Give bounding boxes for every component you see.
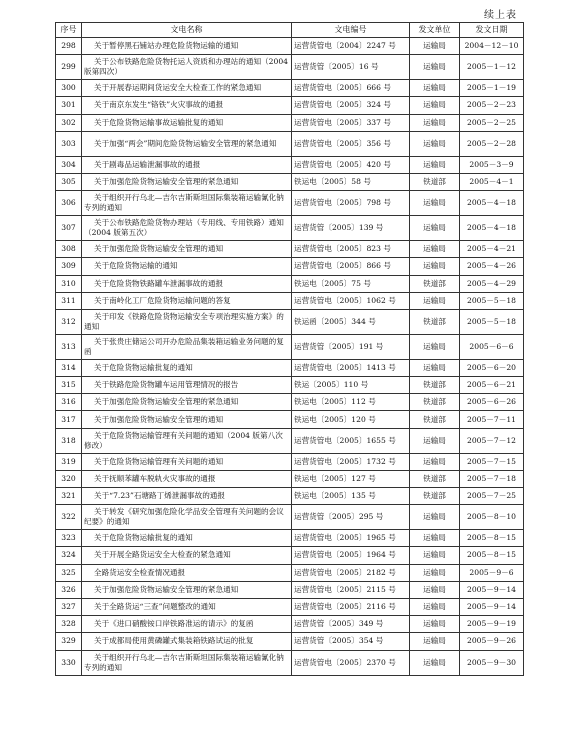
document-table (55, 22, 524, 676)
row-number: 305 (56, 173, 82, 190)
document-title: 关于加强危险货物运输安全管理的紧急通知 (82, 581, 292, 598)
document-title: 关于加强危险货物运输安全管理的通知 (82, 241, 292, 258)
document-code: 运营货管电〔2005〕1655 号 (292, 428, 410, 453)
row-number: 299 (56, 55, 82, 80)
row-number: 298 (56, 38, 82, 55)
issuing-unit: 铁道部 (410, 377, 460, 394)
issuing-unit: 运输局 (410, 633, 460, 650)
row-number: 329 (56, 633, 82, 650)
document-title: 关于加强“两会”期间危险货物运输安全管理的紧急通知 (82, 131, 292, 156)
document-title: 关于抚顺苯罐车脱轨火灾事故的通报 (82, 470, 292, 487)
issue-date: 2005－7－12 (460, 428, 524, 453)
issuing-unit: 铁道部 (410, 275, 460, 292)
document-code: 运营货管电〔2005〕666 号 (292, 80, 410, 97)
issuing-unit: 运输局 (410, 334, 460, 359)
table-row (56, 275, 524, 292)
document-code: 铁运〔2005〕110 号 (292, 377, 410, 394)
document-title: 关于危险货物运输管理有关问题的通知 (82, 453, 292, 470)
row-number: 300 (56, 80, 82, 97)
continued-label: 续上表 (484, 10, 517, 21)
document-code: 铁运电〔2005〕135 号 (292, 488, 410, 505)
row-number: 306 (56, 191, 82, 216)
issue-date: 2005－9－26 (460, 633, 524, 650)
document-code: 运营货管电〔2005〕866 号 (292, 258, 410, 275)
table-row (56, 453, 524, 470)
document-code: 运营货管〔2005〕16 号 (292, 55, 410, 80)
issuing-unit: 运输局 (410, 505, 460, 530)
table-row (56, 191, 524, 216)
document-title: 关于全路货运“三查”问题整改的通知 (82, 598, 292, 615)
issuing-unit: 运输局 (410, 258, 460, 275)
row-number: 315 (56, 377, 82, 394)
document-title: 关于加强危险货物运输安全管理的紧急通知 (82, 173, 292, 190)
issue-date: 2005－4－26 (460, 258, 524, 275)
header-cell: 文电编号 (292, 23, 410, 38)
table-row (56, 470, 524, 487)
issue-date: 2005－8－15 (460, 530, 524, 547)
document-title: 关于组织开行乌北—吉尔吉斯斯坦国际集装箱运输氰化钠专列的通知 (82, 650, 292, 675)
document-title: 关于公布铁路危险货物托运人资质和办理站的通知（2004 版第四次） (82, 55, 292, 80)
issuing-unit: 运输局 (410, 428, 460, 453)
table-row (56, 598, 524, 615)
document-title: 关于张贵庄储运公司开办危险品集装箱运输业务问题的复函 (82, 334, 292, 359)
issuing-unit: 运输局 (410, 55, 460, 80)
table-row (56, 173, 524, 190)
row-number: 302 (56, 114, 82, 131)
document-title: 关于危险货物运输批复的通知 (82, 359, 292, 376)
issuing-unit: 运输局 (410, 598, 460, 615)
issuing-unit: 运输局 (410, 114, 460, 131)
row-number: 316 (56, 394, 82, 411)
document-code: 运营货管电〔2005〕2182 号 (292, 564, 410, 581)
header-row (56, 23, 524, 38)
document-code: 运营货管电〔2005〕337 号 (292, 114, 410, 131)
table-row (56, 377, 524, 394)
issuing-unit: 运输局 (410, 216, 460, 241)
issue-date: 2005－8－15 (460, 547, 524, 564)
table-row (56, 156, 524, 173)
document-title: 关于公布铁路危险货物办理站（专用线、专用铁路）通知（2004 版第五次） (82, 216, 292, 241)
issuing-unit: 运输局 (410, 241, 460, 258)
document-code: 运营货管电〔2005〕2115 号 (292, 581, 410, 598)
issue-date: 2005－4－29 (460, 275, 524, 292)
document-title: 关于铁路危险货物罐车运用管理情况的报告 (82, 377, 292, 394)
document-title: 关于危险货物运输批复的通知 (82, 530, 292, 547)
document-code: 运营货管电〔2005〕1732 号 (292, 453, 410, 470)
issuing-unit: 铁道部 (410, 173, 460, 190)
document-title: 关于南岭化工厂危险货物运输问题的答复 (82, 292, 292, 309)
document-code: 运营货管电〔2005〕356 号 (292, 131, 410, 156)
table-row (56, 359, 524, 376)
document-title: 关于南京东发生“铬铁”火灾事故的通报 (82, 97, 292, 114)
document-code: 运营货管电〔2005〕2370 号 (292, 650, 410, 675)
document-code: 铁运电〔2005〕127 号 (292, 470, 410, 487)
issue-date: 2005－9－19 (460, 616, 524, 633)
header-cell: 文电名称 (82, 23, 292, 38)
issuing-unit: 铁道部 (410, 394, 460, 411)
issuing-unit: 运输局 (410, 80, 460, 97)
table-row (56, 55, 524, 80)
row-number: 321 (56, 488, 82, 505)
issuing-unit: 运输局 (410, 564, 460, 581)
issue-date: 2005－9－14 (460, 598, 524, 615)
row-number: 319 (56, 453, 82, 470)
issue-date: 2005－4－18 (460, 191, 524, 216)
row-number: 311 (56, 292, 82, 309)
document-code: 运营货管电〔2005〕324 号 (292, 97, 410, 114)
issuing-unit: 运输局 (410, 97, 460, 114)
document-code: 运营货管〔2005〕191 号 (292, 334, 410, 359)
document-code: 运营货管电〔2005〕1964 号 (292, 547, 410, 564)
row-number: 303 (56, 131, 82, 156)
issuing-unit: 运输局 (410, 292, 460, 309)
row-number: 313 (56, 334, 82, 359)
document-code: 运营货管电〔2005〕420 号 (292, 156, 410, 173)
issuing-unit: 运输局 (410, 581, 460, 598)
document-code: 运营货管电〔2004〕2247 号 (292, 38, 410, 55)
issue-date: 2005－9－14 (460, 581, 524, 598)
issue-date: 2005－1－12 (460, 55, 524, 80)
document-code: 运营货管电〔2005〕798 号 (292, 191, 410, 216)
row-number: 325 (56, 564, 82, 581)
issue-date: 2005－6－21 (460, 377, 524, 394)
issue-date: 2005－6－26 (460, 394, 524, 411)
document-title: 关于加强危险货物运输安全管理的紧急通知 (82, 394, 292, 411)
table-row (56, 633, 524, 650)
issuing-unit: 运输局 (410, 359, 460, 376)
table-row (56, 38, 524, 55)
document-code: 铁运电〔2005〕112 号 (292, 394, 410, 411)
issue-date: 2004－12－10 (460, 38, 524, 55)
table-row (56, 488, 524, 505)
issue-date: 2005－1－19 (460, 80, 524, 97)
document-title: 关于开展全路货运安全大检查的紧急通知 (82, 547, 292, 564)
issue-date: 2005－7－15 (460, 453, 524, 470)
row-number: 307 (56, 216, 82, 241)
issuing-unit: 运输局 (410, 191, 460, 216)
issuing-unit: 运输局 (410, 530, 460, 547)
table-row (56, 581, 524, 598)
table-row (56, 411, 524, 428)
issue-date: 2005－9－30 (460, 650, 524, 675)
issuing-unit: 运输局 (410, 547, 460, 564)
document-title: 关于加强危险货物运输安全管理的通知 (82, 411, 292, 428)
document-title: 关于开展春运期间货运安全大检查工作的紧急通知 (82, 80, 292, 97)
document-code: 铁运电〔2005〕58 号 (292, 173, 410, 190)
header-cell: 序号 (56, 23, 82, 38)
issue-date: 2005－9－6 (460, 564, 524, 581)
row-number: 328 (56, 616, 82, 633)
issue-date: 2005－8－10 (460, 505, 524, 530)
document-title: 关于组织开行乌北—吉尔吉斯斯坦国际集装箱运输氰化钠专列的通知 (82, 191, 292, 216)
table-row (56, 616, 524, 633)
table-row (56, 292, 524, 309)
issue-date: 2005－2－25 (460, 114, 524, 131)
document-title: 关于成都局使用黄磷罐式集装箱铁路试运的批复 (82, 633, 292, 650)
issue-date: 2005－4－21 (460, 241, 524, 258)
document-title: 关于《进口硝酸铵口岸铁路准运的请示》的复函 (82, 616, 292, 633)
table-row (56, 258, 524, 275)
row-number: 308 (56, 241, 82, 258)
row-number: 322 (56, 505, 82, 530)
table-row (56, 650, 524, 675)
issuing-unit: 运输局 (410, 616, 460, 633)
issue-date: 2005－5－18 (460, 309, 524, 334)
table-row (56, 114, 524, 131)
document-title: 关于暂停黑石铺站办理危险货物运输的通知 (82, 38, 292, 55)
issuing-unit: 运输局 (410, 453, 460, 470)
issue-date: 2005－4－18 (460, 216, 524, 241)
row-number: 327 (56, 598, 82, 615)
document-code: 运营货管电〔2005〕1413 号 (292, 359, 410, 376)
issue-date: 2005－7－18 (460, 470, 524, 487)
row-number: 301 (56, 97, 82, 114)
table-body (56, 38, 524, 676)
issuing-unit: 铁道部 (410, 488, 460, 505)
document-code: 铁运函〔2005〕344 号 (292, 309, 410, 334)
issue-date: 2005－6－6 (460, 334, 524, 359)
row-number: 320 (56, 470, 82, 487)
issuing-unit: 铁道部 (410, 309, 460, 334)
document-title: 关于印发《铁路危险货物运输安全专项治理实施方案》的通知 (82, 309, 292, 334)
table-row (56, 505, 524, 530)
row-number: 312 (56, 309, 82, 334)
row-number: 326 (56, 581, 82, 598)
document-title: 关于剧毒品运输泄漏事故的通报 (82, 156, 292, 173)
row-number: 324 (56, 547, 82, 564)
table-row (56, 241, 524, 258)
table-row (56, 97, 524, 114)
issuing-unit: 运输局 (410, 156, 460, 173)
document-title: 关于危险货物运输的通知 (82, 258, 292, 275)
table-row (56, 564, 524, 581)
table-row (56, 216, 524, 241)
issue-date: 2005－7－11 (460, 411, 524, 428)
row-number: 318 (56, 428, 82, 453)
document-code: 运营货管〔2005〕354 号 (292, 633, 410, 650)
row-number: 304 (56, 156, 82, 173)
table-row (56, 428, 524, 453)
header-cell: 发文单位 (410, 23, 460, 38)
issuing-unit: 运输局 (410, 650, 460, 675)
issuing-unit: 铁道部 (410, 470, 460, 487)
table-row (56, 547, 524, 564)
document-title: 关于危险货物运输管理有关问题的通知（2004 版第八次修改） (82, 428, 292, 453)
document-code: 运营货管〔2005〕139 号 (292, 216, 410, 241)
document-title: 关于转发《研究加强危险化学品安全管理有关问题的会议纪要》的通知 (82, 505, 292, 530)
document-code: 运营货管电〔2005〕2116 号 (292, 598, 410, 615)
table-row (56, 334, 524, 359)
document-title: 关于危险货物运输事故运输批复的通知 (82, 114, 292, 131)
document-code: 铁运电〔2005〕75 号 (292, 275, 410, 292)
issue-date: 2005－6－20 (460, 359, 524, 376)
document-code: 运营货管电〔2005〕1062 号 (292, 292, 410, 309)
document-code: 运营货管电〔2005〕1965 号 (292, 530, 410, 547)
issue-date: 2005－3－9 (460, 156, 524, 173)
row-number: 330 (56, 650, 82, 675)
document-code: 运营货管电〔2005〕823 号 (292, 241, 410, 258)
issue-date: 2005－2－23 (460, 97, 524, 114)
document-title: 全路货运安全检查情况通报 (82, 564, 292, 581)
issue-date: 2005－7－25 (460, 488, 524, 505)
issue-date: 2005－5－18 (460, 292, 524, 309)
table-row (56, 131, 524, 156)
issuing-unit: 运输局 (410, 38, 460, 55)
document-code: 铁运电〔2005〕120 号 (292, 411, 410, 428)
row-number: 314 (56, 359, 82, 376)
header-cell: 发文日期 (460, 23, 524, 38)
table-row (56, 394, 524, 411)
document-code: 运营货管〔2005〕295 号 (292, 505, 410, 530)
table-row (56, 530, 524, 547)
row-number: 309 (56, 258, 82, 275)
table-row (56, 80, 524, 97)
row-number: 310 (56, 275, 82, 292)
issuing-unit: 铁道部 (410, 411, 460, 428)
issue-date: 2005－2－28 (460, 131, 524, 156)
table-row (56, 309, 524, 334)
document-title: 关于危险货物铁路罐车泄漏事故的通报 (82, 275, 292, 292)
issuing-unit: 运输局 (410, 131, 460, 156)
document-title: 关于“7.23”石塘路丁烯泄漏事故的通报 (82, 488, 292, 505)
row-number: 323 (56, 530, 82, 547)
row-number: 317 (56, 411, 82, 428)
issue-date: 2005－4－1 (460, 173, 524, 190)
document-code: 运营货管〔2005〕349 号 (292, 616, 410, 633)
